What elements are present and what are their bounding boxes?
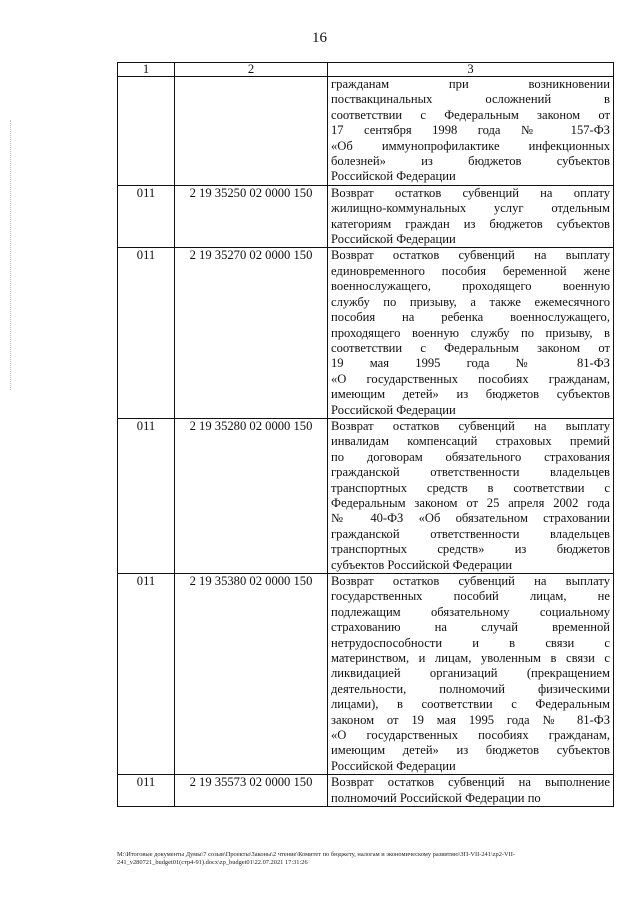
description-line: Возврат остатков субвенций на выполнение <box>331 775 610 790</box>
description-line: нетрудоспособности и в связи с <box>331 635 610 650</box>
description-line: проходящего военную службу по призыву, в <box>331 325 610 340</box>
description-line: Российской Федерации <box>331 402 456 417</box>
description-line: 19 мая 1995 года № 81-ФЗ <box>331 356 610 371</box>
description-line: Возврат остатков субвенций на выплату <box>331 418 610 433</box>
description-line: гражданам при возникновении <box>331 77 610 91</box>
description-line: Возврат остатков субвенций на выплату <box>331 248 610 263</box>
table-row <box>118 775 614 807</box>
description-line: Российской Федерации <box>331 169 456 184</box>
description-line: «О государственных пособиях гражданам, <box>331 371 610 386</box>
admin-code-cell: 011 <box>118 248 175 418</box>
description-cell <box>328 418 614 573</box>
description-line: Российской Федерации <box>331 758 456 773</box>
column-header-1: 1 <box>118 63 175 77</box>
table-row <box>118 248 614 418</box>
file-path-line-2: 241_v280721_budget01(стр4-91).docx\zp_budget01\22.07.2021 17:31:26 <box>117 859 308 866</box>
description-line: № 40-ФЗ «Об обязательном страховании <box>331 511 610 526</box>
description-line: Федеральным законом от 25 апреля 2002 года <box>331 495 610 510</box>
revenue-code-cell: 2 19 35250 02 0000 150 <box>175 185 328 248</box>
description-line: инвалидам компенсаций страховых премий <box>331 434 610 449</box>
description-line: транспортных средств» из бюджетов <box>331 542 610 557</box>
description-line: страхованию на случай временной <box>331 620 610 635</box>
description-line: имеющим детей» из бюджетов субъектов <box>331 743 610 758</box>
description-line: болезней» из бюджетов субъектов <box>331 154 610 169</box>
description-cell <box>328 248 614 418</box>
budget-classification-table <box>117 62 614 807</box>
description-line: Возврат остатков субвенций на выплату <box>331 574 610 588</box>
revenue-code-cell: 2 19 35380 02 0000 150 <box>175 574 328 775</box>
description-line: ликвидацией организаций (прекращением <box>331 666 610 681</box>
description-line: пособия на ребенка военнослужащего, <box>331 310 610 325</box>
description-line: лицами), в соответствии с Федеральным <box>331 697 610 712</box>
file-path-footer <box>117 851 617 867</box>
description-line: соответствии с Федеральным законом от <box>331 107 610 122</box>
file-path-line-1: М:\Итоговые документы Думы\7 созыв\Проекты\Законы\2 чтение\Комитет по бюджету, налогам и экономическому развитию\ЗП-VII-241\zp2-VII- <box>117 851 516 858</box>
description-line: Российской Федерации <box>331 232 456 247</box>
description-line: законом от 19 мая 1995 года № 81-ФЗ <box>331 712 610 727</box>
table-row <box>118 418 614 573</box>
description-line: подлежащим обязательному социальному <box>331 604 610 619</box>
revenue-code-cell: 2 19 35280 02 0000 150 <box>175 418 328 573</box>
description-cell <box>328 77 614 186</box>
description-line: гражданской ответственности владельцев <box>331 526 610 541</box>
revenue-code-cell <box>175 77 328 186</box>
description-line: деятельности, полномочий физическими <box>331 681 610 696</box>
description-cell <box>328 185 614 248</box>
description-line: государственных пособий лицам, не <box>331 589 610 604</box>
description-line: полномочий Российской Федерации по <box>331 790 541 805</box>
admin-code-cell: 011 <box>118 418 175 573</box>
description-line: по договорам обязательного страхования <box>331 449 610 464</box>
description-line: «Об иммунопрофилактике инфекционных <box>331 138 610 153</box>
description-line: материнством, и лицам, уволенным в связи с <box>331 651 610 666</box>
description-cell <box>328 574 614 775</box>
description-line: соответствии с Федеральным законом от <box>331 340 610 355</box>
description-line: службу по призыву, а также ежемесячного <box>331 294 610 309</box>
table-body <box>118 77 614 807</box>
description-line: гражданской ответственности владельцев <box>331 465 610 480</box>
admin-code-cell: 011 <box>118 775 175 807</box>
description-cell <box>328 775 614 807</box>
table-header-row <box>118 63 614 77</box>
description-line: единовременного пособия беременной жене <box>331 263 610 278</box>
description-line: жилищно-коммунальных услуг отдельным <box>331 201 610 216</box>
admin-code-cell <box>118 77 175 186</box>
table-row <box>118 185 614 248</box>
admin-code-cell: 011 <box>118 185 175 248</box>
scan-margin-mark <box>10 120 11 390</box>
table-row <box>118 77 614 186</box>
description-line: «О государственных пособиях гражданам, <box>331 728 610 743</box>
description-line: военнослужащего, проходящего военную <box>331 279 610 294</box>
column-header-2: 2 <box>175 63 328 77</box>
description-line: имеющим детей» из бюджетов субъектов <box>331 387 610 402</box>
description-line: поствакцинальных осложнений в <box>331 92 610 107</box>
description-line: Возврат остатков субвенций на оплату <box>331 185 610 200</box>
description-line: категориям граждан из бюджетов субъектов <box>331 216 610 231</box>
description-line: субъектов Российской Федерации <box>331 557 513 572</box>
page-number: 16 <box>312 30 327 46</box>
description-line: транспортных средств в соответствии с <box>331 480 610 495</box>
table-row <box>118 574 614 775</box>
column-header-3: 3 <box>328 63 614 77</box>
description-line: 17 сентября 1998 года № 157-ФЗ <box>331 123 610 138</box>
revenue-code-cell: 2 19 35573 02 0000 150 <box>175 775 328 807</box>
revenue-code-cell: 2 19 35270 02 0000 150 <box>175 248 328 418</box>
admin-code-cell: 011 <box>118 574 175 775</box>
